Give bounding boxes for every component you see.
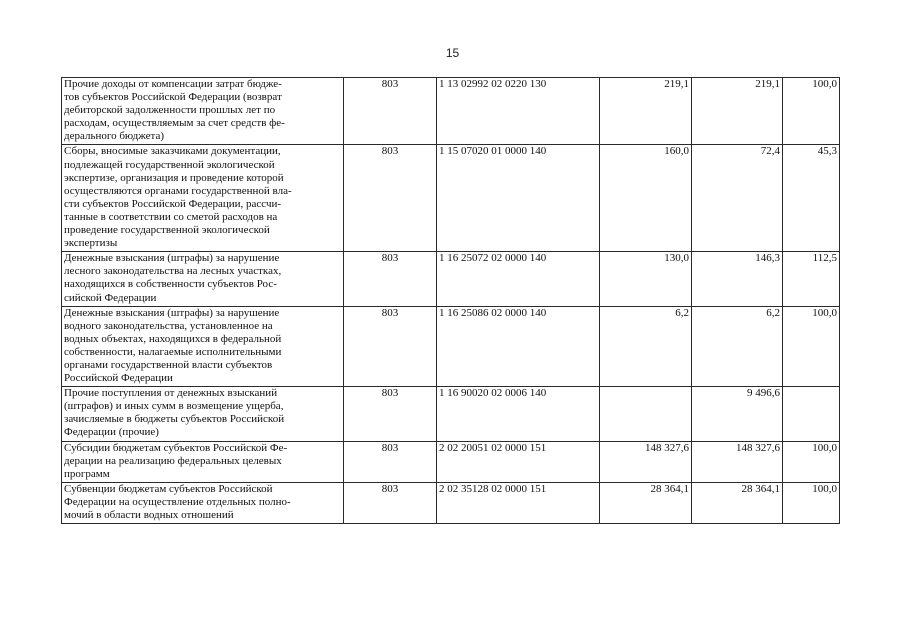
budget-classification-code: 2 02 20051 02 0000 151 [437, 441, 600, 482]
administrator-code: 803 [344, 252, 437, 306]
row-description [62, 252, 344, 306]
table-row [62, 387, 840, 441]
administrator-code: 803 [344, 145, 437, 252]
description-line: Прочие доходы от компенсации затрат бюдже- [64, 78, 282, 90]
description-line: дебиторской задолженности прошлых лет по [64, 104, 276, 117]
description-line: осуществляются органами государственной вла- [64, 184, 292, 197]
description-line: Сборы, вносимые заказчиками документации, [64, 145, 281, 158]
budget-classification-code: 1 16 25086 02 0000 140 [437, 306, 600, 387]
row-description [62, 387, 344, 441]
description-line: тов субъектов Российской Федерации (возврат [64, 91, 282, 104]
description-line: Субсидии бюджетам субъектов Российской Фе- [64, 441, 288, 454]
actual-amount: 28 364,1 [692, 482, 783, 523]
description-line: дерации на реализацию федеральных целевых [64, 454, 282, 467]
description-line: программ [64, 467, 110, 480]
description-line: Федерации на осуществление отдельных полно- [64, 495, 291, 508]
table-row [62, 482, 840, 523]
planned-amount: 6,2 [600, 306, 692, 387]
description-line: зачисляемые в бюджеты субъектов Российской [64, 413, 285, 426]
execution-percent: 100,0 [783, 441, 840, 482]
budget-classification-code: 1 16 90020 02 0006 140 [437, 387, 600, 441]
page-number: 15 [445, 46, 460, 60]
row-description [62, 145, 344, 252]
description-line: экспертизе, организация и проведение которой [64, 171, 284, 184]
execution-percent: 100,0 [783, 306, 840, 387]
description-line: расходам, осуществляемым за счет средств фе- [64, 117, 285, 130]
description-line: водных объектах, находящихся в федеральной [64, 332, 282, 345]
actual-amount: 9 496,6 [692, 387, 783, 441]
administrator-code: 803 [344, 306, 437, 387]
table-row [62, 306, 840, 387]
budget-classification-code: 1 16 25072 02 0000 140 [437, 252, 600, 306]
budget-classification-code: 2 02 35128 02 0000 151 [437, 482, 600, 523]
description-line: (штрафов) и иных сумм в возмещение ущерба, [64, 400, 284, 413]
planned-amount: 148 327,6 [600, 441, 692, 482]
budget-revenue-table [61, 77, 840, 524]
table-row [62, 145, 840, 252]
description-line: подлежащей государственной экологической [64, 158, 275, 171]
row-description [62, 441, 344, 482]
planned-amount: 28 364,1 [600, 482, 692, 523]
planned-amount [600, 387, 692, 441]
actual-amount: 72,4 [692, 145, 783, 252]
administrator-code: 803 [344, 78, 437, 145]
description-line: экспертизы [64, 237, 118, 250]
table-row [62, 441, 840, 482]
description-line: лесного законодательства на лесных участках, [64, 265, 282, 278]
execution-percent: 100,0 [783, 482, 840, 523]
description-line: Российской Федерации [64, 372, 173, 385]
description-line: водного законодательства, установленное на [64, 319, 273, 332]
description-line: Субвенции бюджетам субъектов Российской [64, 482, 273, 495]
description-line: танные в соответствии со сметой расходов на [64, 210, 278, 223]
actual-amount: 6,2 [692, 306, 783, 387]
planned-amount: 219,1 [600, 78, 692, 145]
actual-amount: 219,1 [692, 78, 783, 145]
description-line: Федерации (прочие) [64, 426, 159, 439]
administrator-code: 803 [344, 387, 437, 441]
description-line: Денежные взыскания (штрафы) за нарушение [64, 252, 280, 265]
budget-classification-code: 1 15 07020 01 0000 140 [437, 145, 600, 252]
execution-percent [783, 387, 840, 441]
row-description [62, 78, 344, 145]
description-line: Прочие поступления от денежных взысканий [64, 387, 278, 400]
execution-percent: 100,0 [783, 78, 840, 145]
description-line: находящихся в собственности субъектов Рос- [64, 278, 277, 291]
table-row [62, 252, 840, 306]
row-description [62, 482, 344, 523]
actual-amount: 148 327,6 [692, 441, 783, 482]
description-line: проведение государственной экологической [64, 224, 270, 237]
description-line: мочий в области водных отношений [64, 509, 234, 521]
description-line: сийской Федерации [64, 291, 157, 304]
description-line: Денежные взыскания (штрафы) за нарушение [64, 306, 280, 319]
actual-amount: 146,3 [692, 252, 783, 306]
table-row [62, 78, 840, 145]
description-line: сти субъектов Российской Федерации, рассчи- [64, 197, 282, 210]
planned-amount: 160,0 [600, 145, 692, 252]
planned-amount: 130,0 [600, 252, 692, 306]
execution-percent: 112,5 [783, 252, 840, 306]
description-line: собственности, налагаемые исполнительными [64, 345, 282, 358]
description-line: дерального бюджета) [64, 130, 165, 143]
description-line: органами государственной власти субъектов [64, 358, 273, 371]
administrator-code: 803 [344, 441, 437, 482]
budget-classification-code: 1 13 02992 02 0220 130 [437, 78, 600, 145]
execution-percent: 45,3 [783, 145, 840, 252]
administrator-code: 803 [344, 482, 437, 523]
row-description [62, 306, 344, 387]
